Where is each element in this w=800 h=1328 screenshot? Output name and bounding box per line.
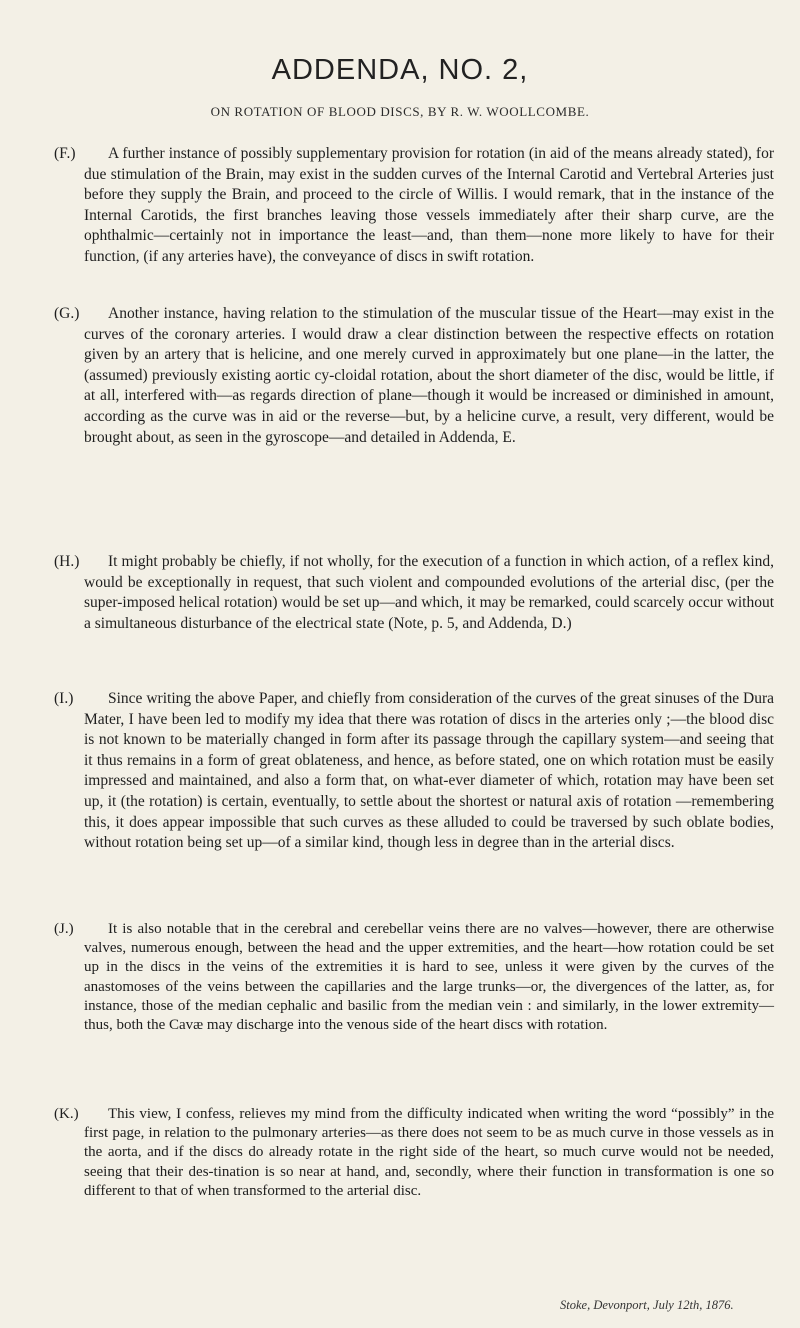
paragraph-text: Another instance, having relation to the stimulation of the muscular tissue of the Heart—may exist in the curves of the coronary arteries. I would draw a clear distinction between the respective effects on rotation given by an artery that is helicine, and one merely curved in approximately but one plane—in the latter, the (assumed) previously existing aortic cy-cloidal rotation, about the short diameter of the disc, would be little, if at all, interfered with—as regards direction of plane—though it would be increased or diminished in amount, according as the curve was in aid or the reverse—but, by a helicine curve, a result, very different, would be brought about, as seen in the gyroscope—and detailed in Addenda, E. [84,305,774,446]
paragraph-marker: (J.) [54,921,74,937]
paragraph-j [54,920,774,1035]
paragraph-text: This view, I confess, relieves my mind from the difficulty indicated when writing the word “possibly” in the first page, in relation to the pulmonary arteries—as there does not seem to be as much curve in those vessels as in the aorta, and if the discs do already rotate in the right side of the heart, so much curve would not be needed, seeing that their des-tination is so near at hand, and, secondly, where their function in transformation is one so different to that of when transformed to the arterial disc. [84,1106,774,1199]
place-date-signoff: Stoke, Devonport, July 12th, 1876. [560,1298,734,1312]
page-title: ADDENDA, NO. 2, [271,54,529,86]
paragraph-h [54,552,774,634]
paragraph-marker: (K.) [54,1106,79,1122]
paragraph-k [54,1105,774,1201]
paragraph-i [54,689,774,854]
paragraph-marker: (I.) [54,690,74,707]
paragraph-text: Since writing the above Paper, and chiefly from consideration of the curves of the great sinuses of the Dura Mater, I have been led to modify my idea that there was rotation of discs in the arteries only ;—the blood disc is not known to be materially changed in form after its passage through the capillary system—and seeing that it thus remains in a form of great oblateness, and hence, as before stated, one on which rotation must be easily impressed and maintained, and also a form that, on what-ever diameter of which, rotation may have been set up, it (the rotation) is certain, eventually, to settle about the shortest or natural axis of rotation —remembering this, it does appear impossible that such curves as these alluded to could be traversed by such oblate bodies, without rotation being set up—of a similar kind, though less in degree than in the arterial discs. [84,690,774,852]
paragraph-text: A further instance of possibly supplementary provision for rotation (in aid of the means already stated), for due stimulation of the Brain, may exist in the sudden curves of the Internal Carotid and Vertebral Arteries just before they supply the Brain, and proceed to the circle of Willis. I would remark, that in the instance of the Internal Carotids, the first branches leaving those vessels immediately after their sharp curve, are the ophthalmic—certainly not in importance the least—and, than them—none more likely to have for their function, (if any arteries have), the conveyance of discs in swift rotation. [84,145,774,265]
paragraph-text: It is also notable that in the cerebral and cerebellar veins there are no valves—however, there are otherwise valves, numerous enough, between the head and the upper extremities, and the heart—how rotation could be set up in the discs in the veins of the extremities it is hard to see, unless it were given by the curves of the anastomoses of the veins between the capillaries and the large trunks—or, the divergences of the latter, as, for instance, those of the median cephalic and basilic from the median vein : and similarly, in the lower extremity—thus, both the Cavæ may discharge into the venous side of the heart discs with rotation. [84,921,774,1034]
paragraph-marker: (F.) [54,145,76,162]
paragraph-marker: (H.) [54,553,80,570]
paragraph-marker: (G.) [54,305,80,322]
paragraph-f [54,144,774,268]
paragraph-g [54,304,774,448]
paragraph-text: It might probably be chiefly, if not wholly, for the execution of a function in which action, of a reflex kind, would be exceptionally in request, that such violent and compounded evolutions of the arterial disc, (per the super-imposed helical rotation) would be set up—and which, it may be remarked, could scarcely occur without a simultaneous disturbance of the electrical state (Note, p. 5, and Addenda, D.) [84,553,774,632]
page-subtitle: ON ROTATION OF BLOOD DISCS, BY R. W. WOOLLCOMBE. [210,104,590,119]
